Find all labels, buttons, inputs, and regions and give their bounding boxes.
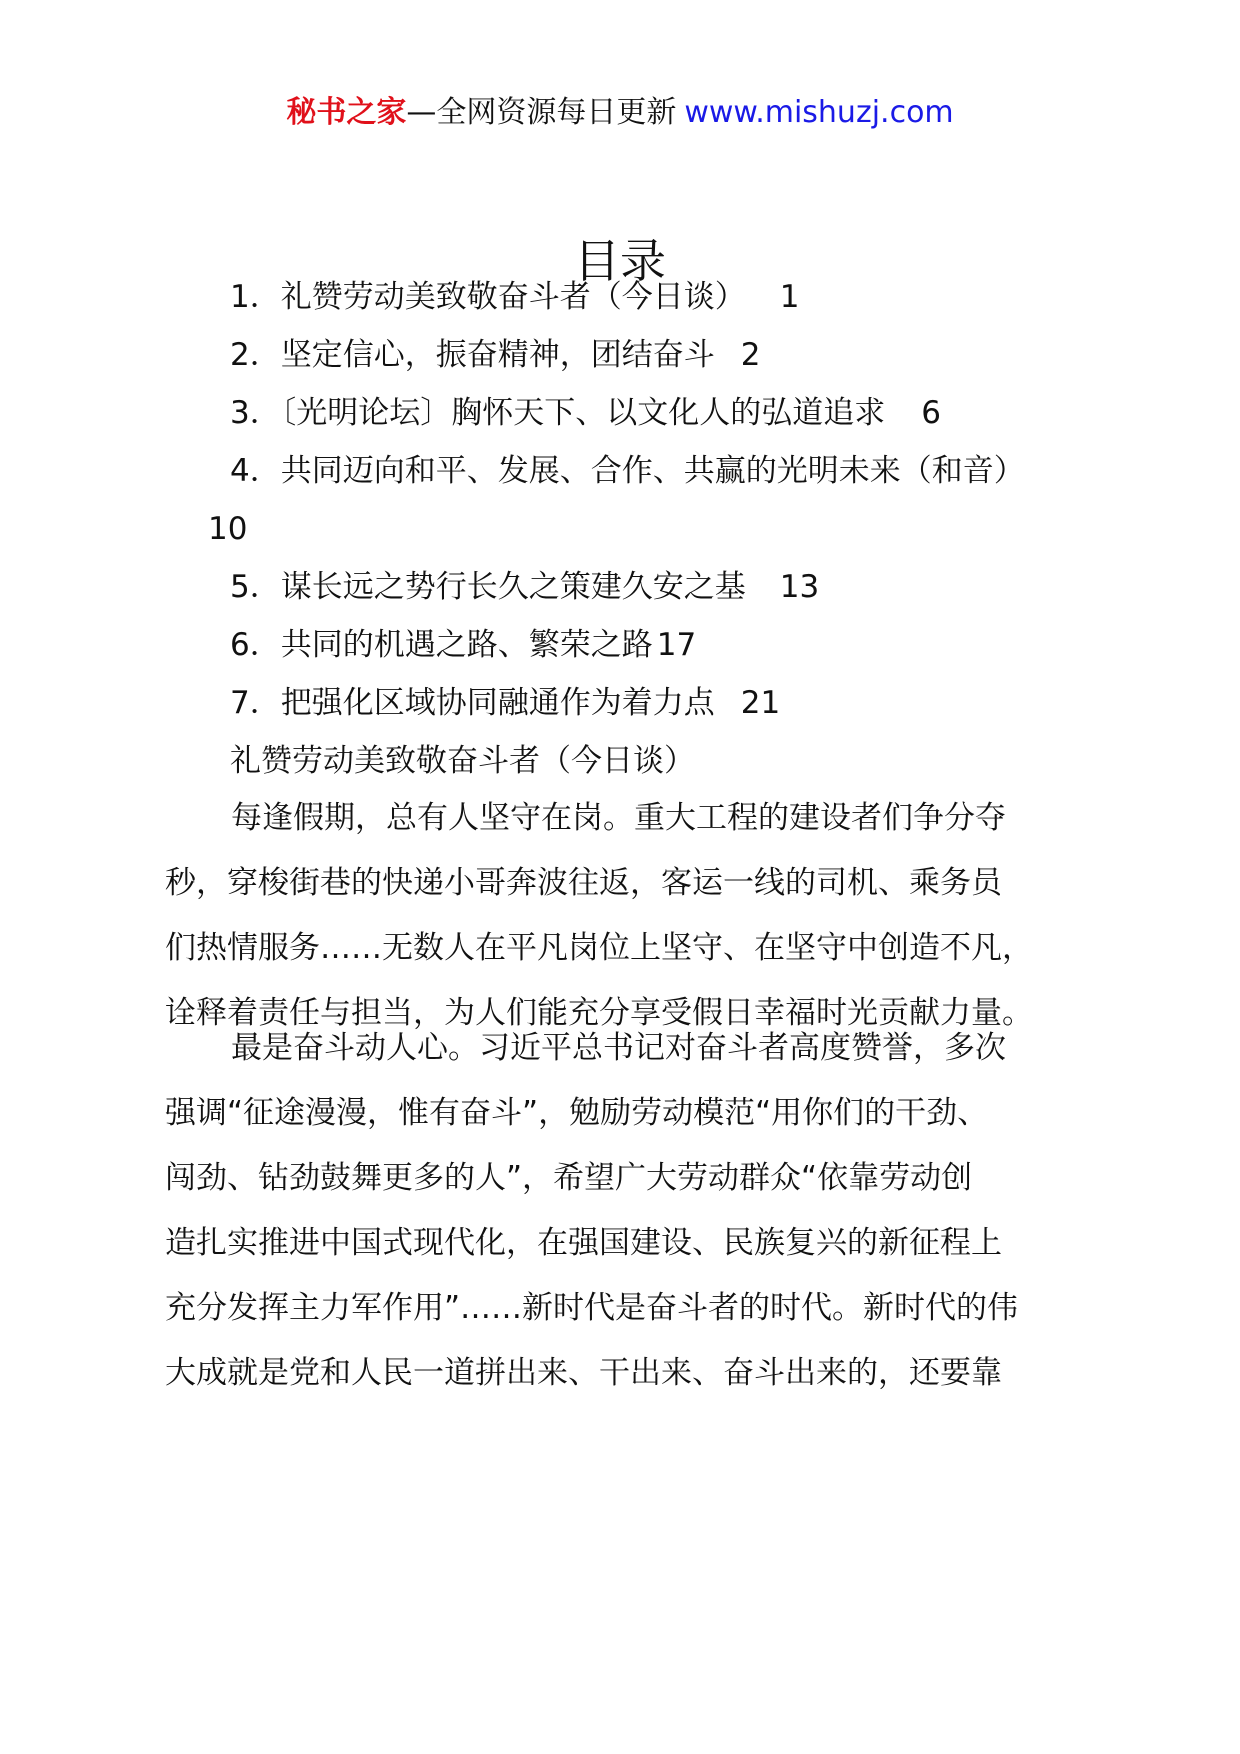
toc-item-text: 共同迈向和平、发展、合作、共赢的光明未来（和音） [280, 453, 1025, 489]
toc-item-number: 4． [230, 453, 281, 489]
article-heading: 礼赞劳动美致敬奋斗者（今日谈） [230, 743, 695, 779]
toc-item[interactable] [230, 453, 1025, 489]
paragraph-line: 每逢假期，总有人坚守在岗。重大工程的建设者们争分夺 [231, 800, 1006, 836]
paragraph-line: 闯劲、钻劲鼓舞更多的人”，希望广大劳动群众“依靠劳动创 [165, 1160, 973, 1196]
toc-item[interactable] [230, 337, 761, 373]
article-paragraph [165, 1016, 1095, 1406]
toc-item[interactable] [230, 395, 941, 431]
site-header [0, 95, 1240, 130]
toc-item-page: 2 [740, 337, 761, 373]
toc-item-text: 礼赞劳动美致敬奋斗者（今日谈） [280, 279, 746, 315]
toc-item-number: 1． [230, 279, 281, 315]
toc-item-number: 6． [230, 627, 281, 663]
toc-item-number: 7． [230, 685, 281, 721]
toc-item-page: 17 [656, 627, 697, 663]
toc-item-page: 13 [779, 569, 820, 605]
toc-item-number: 3． [230, 395, 281, 431]
paragraph-line: 强调“征途漫漫，惟有奋斗”，勉励劳动模范“用你们的干劲、 [165, 1095, 989, 1131]
toc-item-text: 把强化区域协同融通作为着力点 [280, 685, 715, 721]
toc-item[interactable] [230, 279, 800, 315]
toc-item-number: 5． [230, 569, 281, 605]
paragraph-line: 最是奋斗动人心。习近平总书记对奋斗者高度赞誉，多次 [231, 1030, 1006, 1066]
toc-item-number: 2． [230, 337, 281, 373]
toc-item-text: 〔光明论坛〕胸怀天下、以文化人的弘道追求 [280, 395, 886, 431]
paragraph-line: 充分发挥主力军作用”……新时代是奋斗者的时代。新时代的伟 [165, 1290, 1019, 1326]
paragraph-line: 秒，穿梭街巷的快递小哥奔波往返，客运一线的司机、乘务员 [165, 865, 1002, 901]
page-title: 目录 [574, 234, 666, 288]
site-brand: 秘书之家 [286, 95, 407, 130]
toc-item-text: 坚定信心，振奋精神，团结奋斗 [280, 337, 715, 373]
toc-item-page: 10 [208, 511, 248, 547]
paragraph-line: 诠释着责任与担当，为人们能充分享受假日幸福时光贡献力量。 [165, 995, 1033, 1031]
article-paragraph [165, 786, 1095, 1046]
toc-item[interactable] [230, 685, 781, 721]
paragraph-line: 造扎实推进中国式现代化，在强国建设、民族复兴的新征程上 [165, 1225, 1002, 1261]
toc-item[interactable] [230, 569, 820, 605]
site-url-link[interactable]: www.mishuzj.com [684, 95, 954, 130]
paragraph-line: 们热情服务……无数人在平凡岗位上坚守、在坚守中创造不凡， [165, 930, 1033, 966]
site-tagline: —全网资源每日更新 [406, 95, 677, 130]
paragraph-line: 大成就是党和人民一道拼出来、干出来、奋斗出来的，还要靠 [165, 1355, 1002, 1391]
toc-item-text: 共同的机遇之路、繁荣之路 [280, 627, 653, 663]
toc-item-text: 谋长远之势行长久之策建久安之基 [280, 569, 746, 605]
toc-item-page: 6 [921, 395, 941, 431]
toc-item-page: 1 [779, 279, 800, 315]
toc-item[interactable] [230, 627, 697, 663]
toc-item-page: 21 [740, 685, 781, 721]
